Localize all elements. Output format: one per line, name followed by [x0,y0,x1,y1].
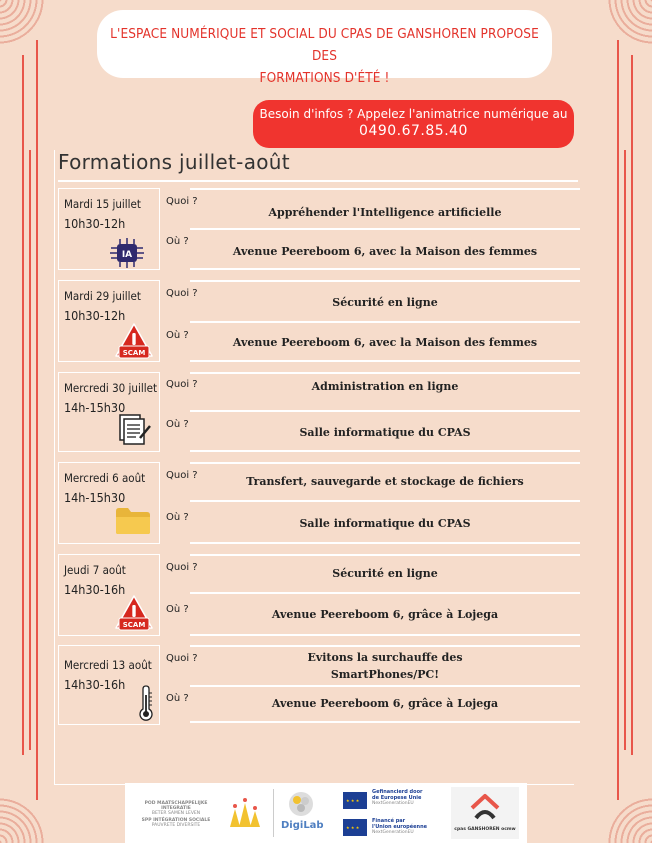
session-what-line-2: SmartPhones/PC! [330,668,440,681]
where-label: Où ? [166,330,189,341]
time-label: 10h30-12h [64,216,126,231]
eu-nl-line: NextGenerationEU [372,801,414,806]
eu-fr-line: Financé par [372,818,406,824]
divider [190,554,580,556]
date-label: Mercredi 6 août [64,471,146,485]
what-label: Quoi ? [166,653,198,664]
cpas-logo [451,787,519,839]
decorative-line [631,55,633,755]
corner-ornament [0,795,47,843]
eu-fr-line: l'Union européenne [372,824,428,830]
headline-line-1: L'ESPACE NUMÉRIQUE ET SOCIAL DU CPAS DE GANSHOREN PROPOSE DES [110,26,539,64]
spp-label: SPP INTÉGRATION SOCIALE [141,818,211,823]
headline-banner [97,10,552,86]
time-label: 14h30-16h [64,582,126,597]
divider [190,721,580,723]
info-text: Besoin d'infos ? Appelez l'animatrice numérique au [259,107,568,121]
eu-flag-icon [343,819,367,836]
spp-sub: PAUVRETE DIVERSITE [151,823,201,828]
corner-ornament [605,0,652,47]
session-what: Administration en ligne [311,380,459,393]
scam-warning-icon [114,322,154,360]
where-label: Où ? [166,236,189,247]
time-label: 14h30-16h [64,677,126,692]
divider [190,462,580,464]
icon-text: SCAM [122,621,146,629]
cpas-logo-icon [468,792,502,822]
headline-line-2: FORMATIONS D'ÉTÉ ! [259,70,390,86]
divider [190,542,580,544]
session-what: Sécurité en ligne [332,567,438,580]
session-date [64,468,145,508]
session-date [64,194,141,234]
session-what: Transfert, sauvegarde et stockage de fichiers [246,475,524,488]
divider [190,410,580,412]
what-label: Quoi ? [166,379,198,390]
divider [190,360,580,362]
what-label: Quoi ? [166,562,198,573]
phone-number[interactable]: 0490.67.85.40 [359,123,468,139]
spp-logo-text [129,801,223,828]
divider [190,280,580,282]
session-date [64,286,141,326]
scam-warning-icon [114,594,154,632]
where-label: Où ? [166,693,189,704]
divider [190,188,580,190]
session-what-line-1: Evitons la surchauffe des [307,651,463,664]
divider [190,500,580,502]
session-where: Avenue Peereboom 6, avec la Maison des femmes [232,245,538,258]
icon-text: SCAM [122,349,146,357]
spp-logo-icon [227,797,267,829]
session-what: Sécurité en ligne [332,296,438,309]
what-label: Quoi ? [166,470,198,481]
time-label: 14h-15h30 [64,490,126,505]
session-what: Appréhender l'Intelligence artificielle [268,206,502,219]
divider [190,634,580,636]
decorative-line [617,40,619,800]
where-label: Où ? [166,604,189,615]
digilab-logo-icon [288,791,314,817]
section-title: Formations juillet-août [58,150,290,174]
session-where: Avenue Peereboom 6, grâce à Lojega [271,608,499,621]
session-where: Salle informatique du CPAS [299,517,471,530]
corner-ornament [605,795,652,843]
decorative-line [22,55,24,755]
decorative-line [29,150,31,750]
eu-nl-text [372,789,422,806]
divider [190,450,580,452]
divider [190,372,580,374]
eu-fr-line: NextGenerationEU [372,830,414,835]
partner-logos [125,783,527,843]
eu-nl-line: de Europese Unie [372,795,422,801]
divider [190,268,580,270]
divider [190,321,580,323]
ai-chip-icon [108,236,146,270]
where-label: Où ? [166,419,189,430]
time-label: 14h-15h30 [64,400,126,415]
pod-sub: BETER SAMEN LEVEN [151,811,201,816]
info-banner [253,100,574,148]
pod-label: POD MAATSCHAPPELIJKE INTEGRATIE [144,801,208,811]
divider [190,592,580,594]
decorative-line [624,150,626,750]
decorative-line [36,40,38,800]
session-where: Avenue Peereboom 6, grâce à Lojega [271,697,499,710]
icon-text: IA [121,250,133,260]
divider [58,180,578,182]
cpas-label: cpas GANSHOREN ocmw [454,827,516,832]
what-label: Quoi ? [166,196,198,207]
eu-fr-text [372,818,427,835]
thermometer-icon [138,685,154,721]
divider [190,685,580,687]
folder-icon [114,506,152,536]
date-label: Jeudi 7 août [64,563,126,577]
date-label: Mercredi 30 juillet [64,381,158,395]
where-label: Où ? [166,512,189,523]
session-what [193,649,577,683]
divider [273,789,274,837]
eu-flag-icon [343,792,367,809]
date-label: Mardi 29 juillet [64,289,141,303]
time-label: 10h30-12h [64,308,126,323]
date-label: Mercredi 13 août [64,658,152,672]
divider [190,645,580,647]
digilab-label: DigiLab [281,820,324,831]
documents-icon [116,412,152,448]
eu-nl-line: Gefinancierd door [372,789,423,795]
what-label: Quoi ? [166,288,198,299]
corner-ornament [0,0,47,47]
date-label: Mardi 15 juillet [64,197,141,211]
session-where: Salle informatique du CPAS [299,426,471,439]
session-where: Avenue Peereboom 6, avec la Maison des femmes [232,336,538,349]
divider [190,228,580,230]
